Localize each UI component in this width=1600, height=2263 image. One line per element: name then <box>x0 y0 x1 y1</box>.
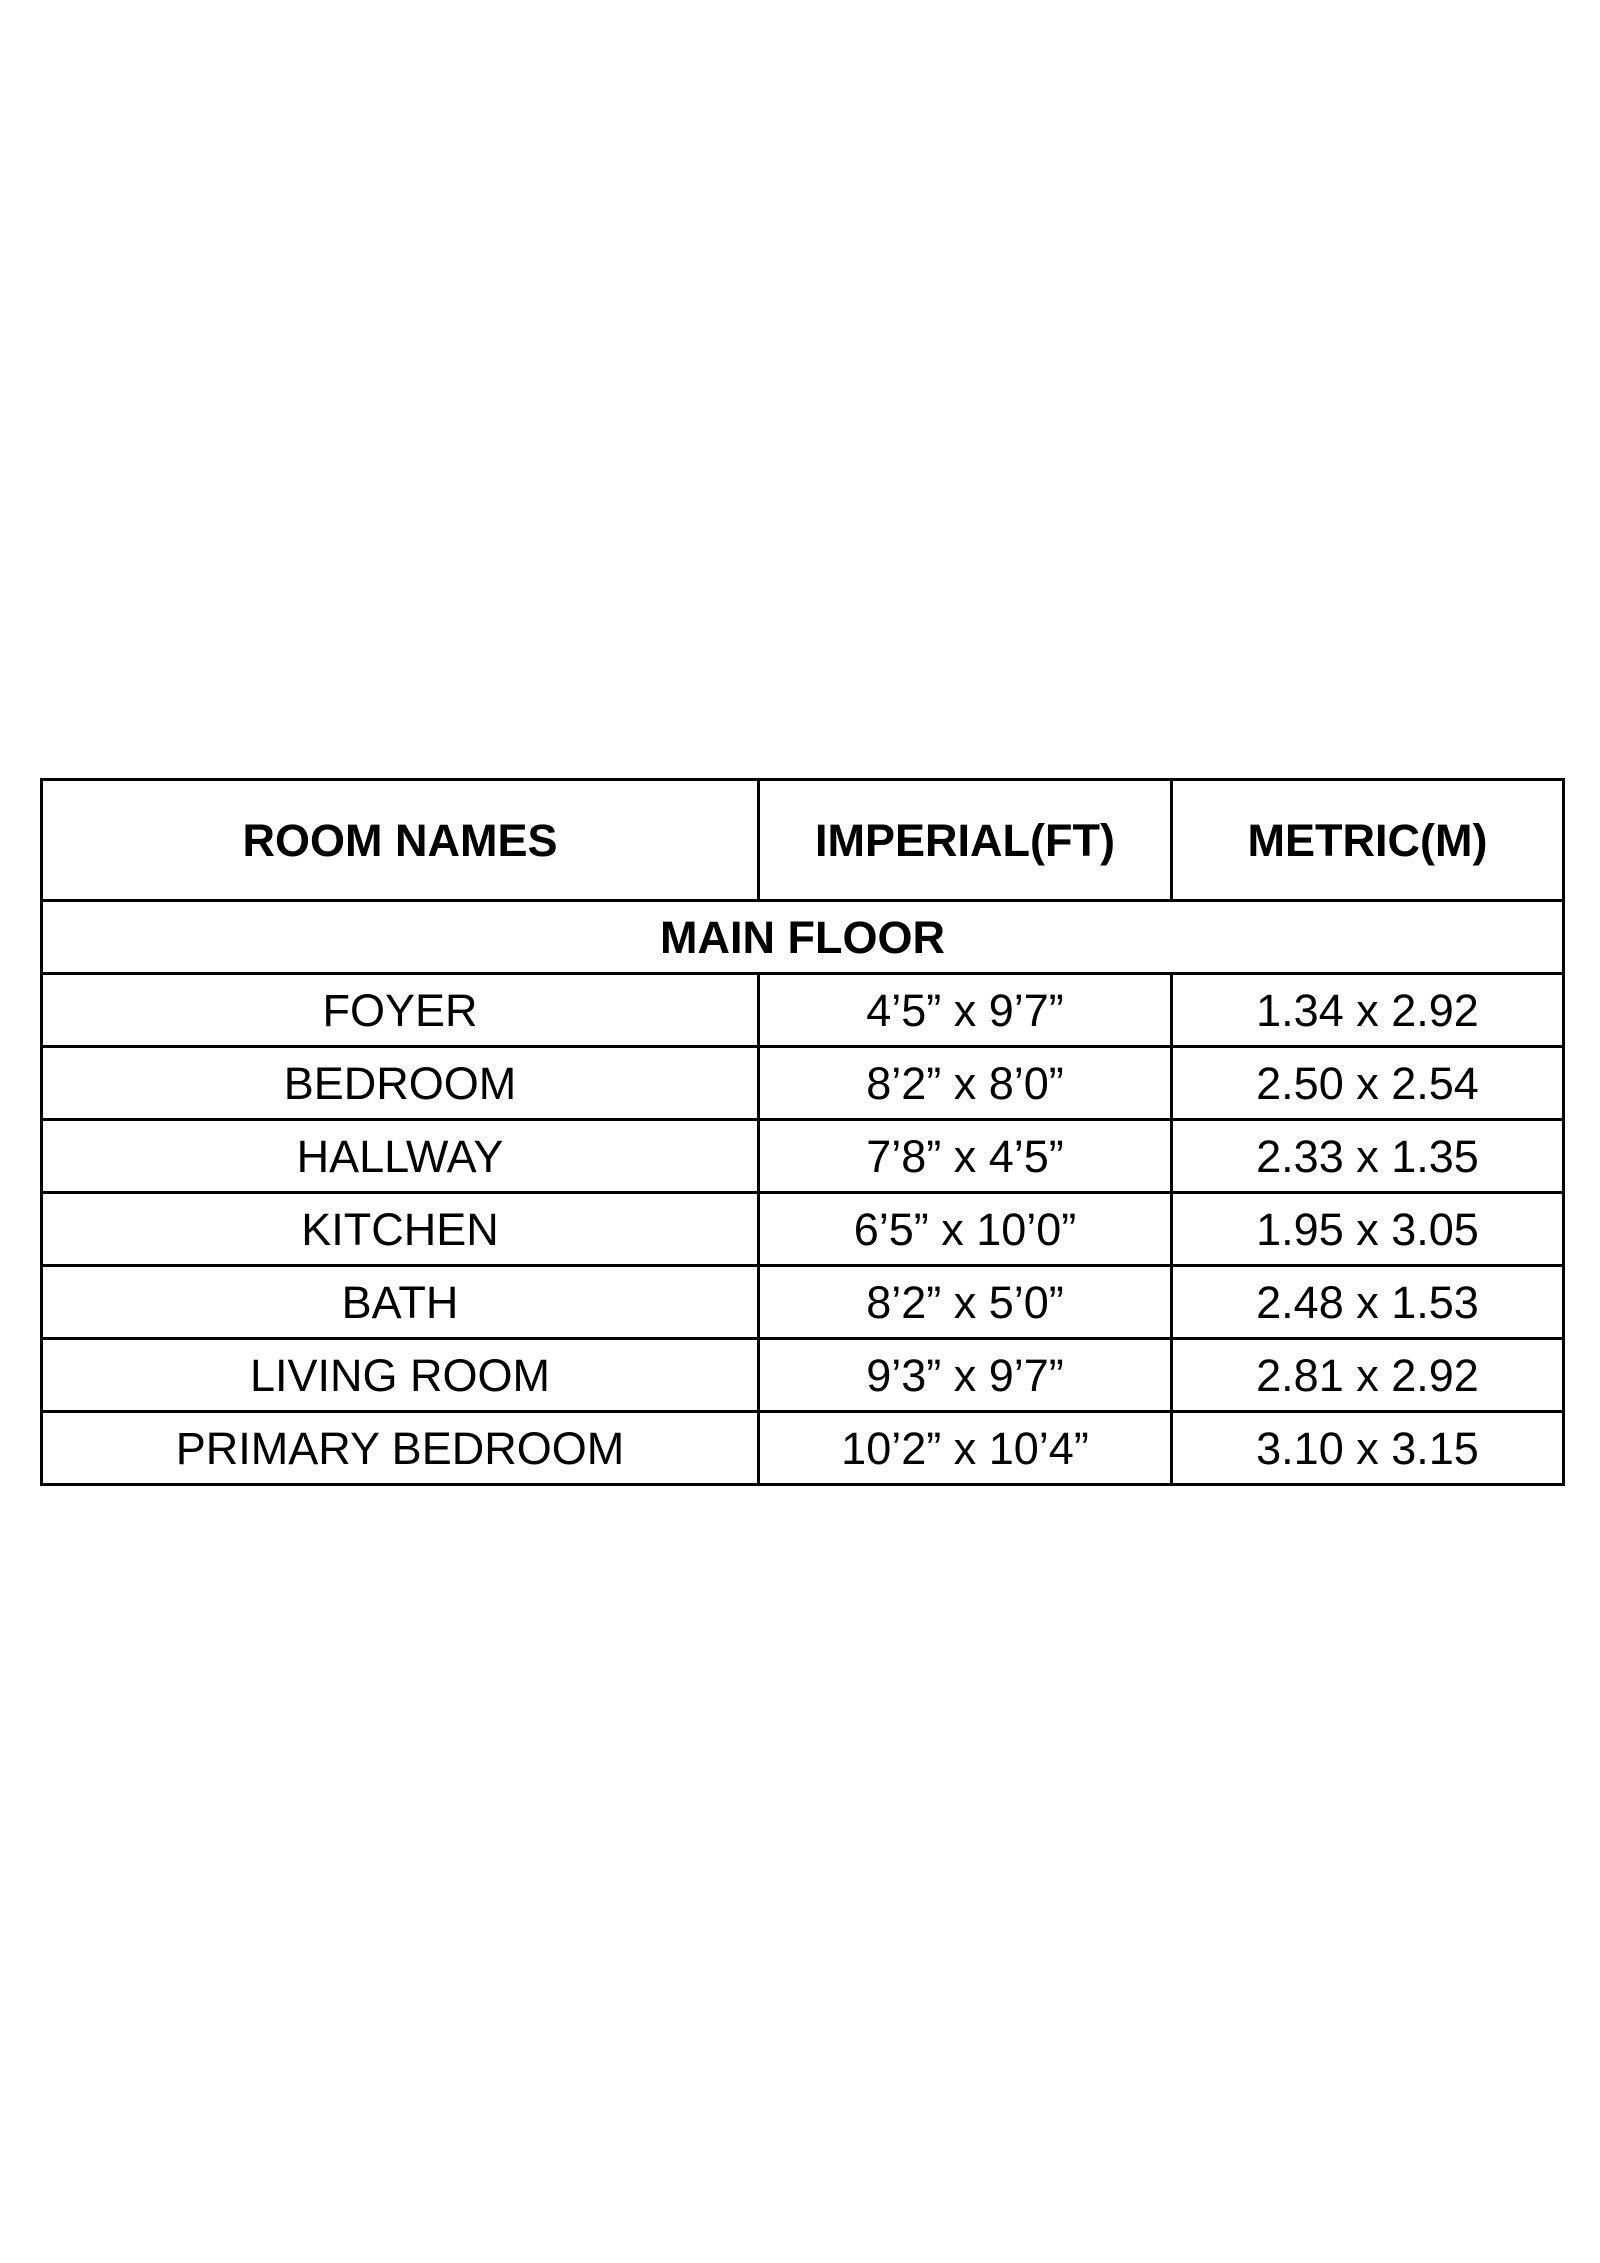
metric-cell: 2.50 x 2.54 <box>1172 1047 1564 1120</box>
metric-cell: 3.10 x 3.15 <box>1172 1412 1564 1485</box>
room-name-cell: LIVING ROOM <box>42 1339 759 1412</box>
room-name-cell: KITCHEN <box>42 1193 759 1266</box>
table-row <box>42 1193 1564 1266</box>
imperial-cell: 4’5” x 9’7” <box>759 974 1172 1047</box>
table-row <box>42 1047 1564 1120</box>
imperial-cell: 9’3” x 9’7” <box>759 1339 1172 1412</box>
imperial-cell: 8’2” x 5’0” <box>759 1266 1172 1339</box>
metric-cell: 1.95 x 3.05 <box>1172 1193 1564 1266</box>
imperial-cell: 7’8” x 4’5” <box>759 1120 1172 1193</box>
metric-cell: 1.34 x 2.92 <box>1172 974 1564 1047</box>
room-name-cell: BEDROOM <box>42 1047 759 1120</box>
room-name-cell: HALLWAY <box>42 1120 759 1193</box>
room-name-cell: PRIMARY BEDROOM <box>42 1412 759 1485</box>
metric-cell: 2.33 x 1.35 <box>1172 1120 1564 1193</box>
header-room-names: ROOM NAMES <box>42 780 759 901</box>
header-row <box>42 780 1564 901</box>
imperial-cell: 10’2” x 10’4” <box>759 1412 1172 1485</box>
section-title-main-floor: MAIN FLOOR <box>42 901 1564 974</box>
room-dimensions-table <box>40 778 1565 1486</box>
section-row <box>42 901 1564 974</box>
room-name-cell: BATH <box>42 1266 759 1339</box>
table-row <box>42 1339 1564 1412</box>
table-row <box>42 1412 1564 1485</box>
imperial-cell: 6’5” x 10’0” <box>759 1193 1172 1266</box>
table-row <box>42 1266 1564 1339</box>
metric-cell: 2.48 x 1.53 <box>1172 1266 1564 1339</box>
metric-cell: 2.81 x 2.92 <box>1172 1339 1564 1412</box>
header-metric: METRIC(M) <box>1172 780 1564 901</box>
table-row <box>42 974 1564 1047</box>
room-name-cell: FOYER <box>42 974 759 1047</box>
imperial-cell: 8’2” x 8’0” <box>759 1047 1172 1120</box>
table-row <box>42 1120 1564 1193</box>
header-imperial: IMPERIAL(FT) <box>759 780 1172 901</box>
